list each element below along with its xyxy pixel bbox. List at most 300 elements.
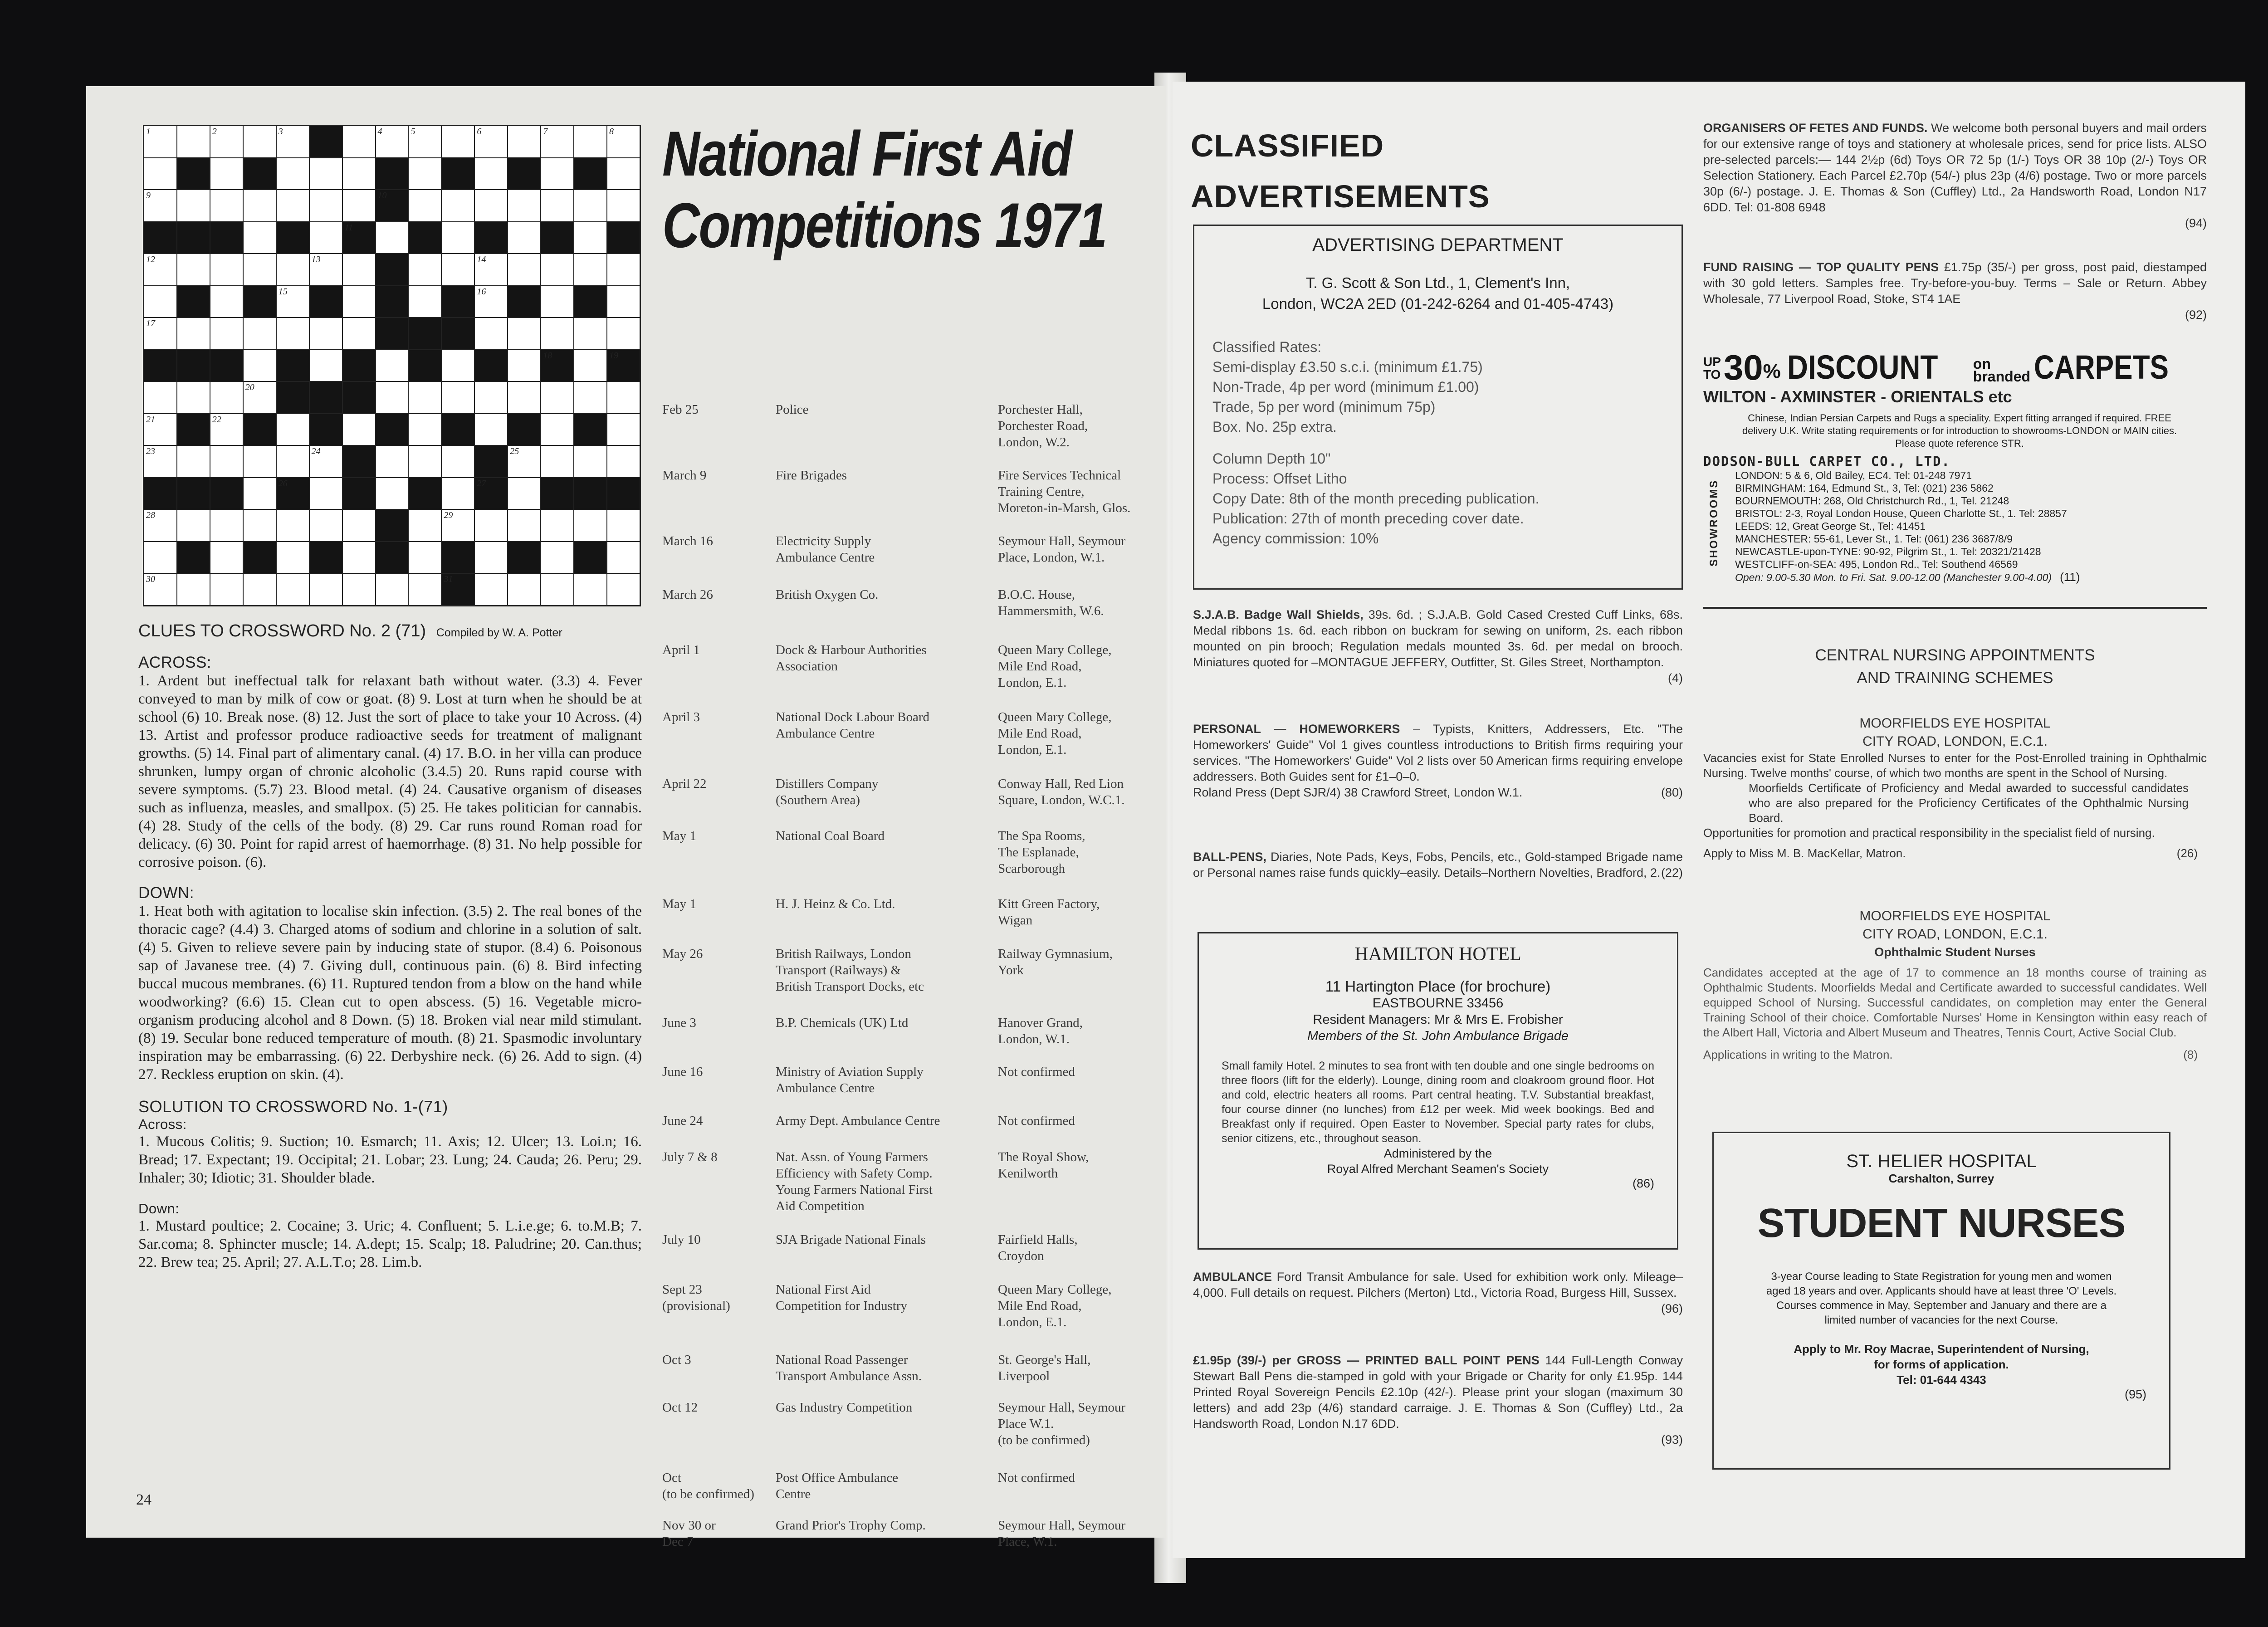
crossword-clue-number: 7 <box>543 127 548 137</box>
event-venue: Queen Mary College, Mile End Road, London, E.1. <box>998 1282 1112 1329</box>
crossword-clue-number: 12 <box>146 254 155 265</box>
crossword-cell <box>541 542 573 573</box>
crossword-clue-number: 29 <box>444 510 453 521</box>
left-page <box>86 86 1166 1549</box>
term-copy-date: Copy Date: 8th of the month preceding publication. <box>1212 490 1540 507</box>
crossword-cell <box>310 574 342 605</box>
event-venue: The Royal Show, Kenilworth <box>998 1150 1089 1181</box>
rate-trade: Trade, 5p per word (minimum 75p) <box>1212 399 1436 415</box>
crossword-cell <box>607 382 640 413</box>
crossword-cell <box>574 222 606 254</box>
ad-carpets <box>1703 349 2207 584</box>
crossword-black-cell <box>144 222 176 254</box>
solution-down: 1. Mustard poultice; 2. Cocaine; 3. Uric; 4. Confluent; 5. L.i.e.ge; 6. to.M.B; 7. Sar.coma; 8. Sphincter muscle; 14. A.dept; 15. Scalp; 18. Paludrine; 20. Can.thus; 22. Brew tea; 25. April; 27. A.L.T.o; 28. Lim.b. <box>138 1218 642 1270</box>
crossword-cell <box>310 446 342 477</box>
crossword-cell <box>409 542 441 573</box>
crossword-cell <box>475 382 507 413</box>
crossword-cell <box>144 446 176 477</box>
crossword-cell <box>574 126 606 157</box>
crossword-cell <box>475 318 507 349</box>
ad-ambulance-headline: AMBULANCE <box>1193 1270 1272 1284</box>
term-agency: Agency commission: 10% <box>1212 530 1379 547</box>
crossword-clue-number: 10 <box>377 191 387 201</box>
crossword-cell <box>409 574 441 605</box>
crossword-cell <box>574 510 606 541</box>
down-heading: DOWN: <box>138 884 195 902</box>
crossword-cell <box>310 350 342 381</box>
event-venue: Fairfield Halls, Croydon <box>998 1232 1078 1263</box>
crossword-cell <box>244 126 276 157</box>
ad-pens-headline: £1.95p (39/-) per GROSS — PRINTED BALL POINT PENS <box>1193 1353 1540 1367</box>
event-venue: Porchester Hall, Porchester Road, London, W.2. <box>998 402 1088 450</box>
crossword-black-cell <box>177 414 210 445</box>
hotel-title: HAMILTON HOTEL <box>1354 944 1521 965</box>
clues-title: CLUES TO CROSSWORD No. 2 (71) <box>138 621 426 640</box>
crossword-black-cell <box>541 350 573 381</box>
ad-pens-body: 144 Full-Length Conway Stewart Ball Pens die-stamped in gold with your Brigade or Charity for only £1.95p. 144 Printed Royal Sovereign Pencils £2.10p (42/-). Please print your slogan (maximum 30 letters) and add 23p (4/6) standard carraige. J. E. Thomas & Son (Cuffley) Ltd., 2a Handsworth Road, London N.17 6DD. <box>1193 1353 1683 1431</box>
crossword-cell <box>343 254 375 285</box>
mf1-ref: (26) <box>2176 846 2198 860</box>
crossword-cell <box>144 510 176 541</box>
crossword-cell <box>409 286 441 318</box>
branch-westcliff: WESTCLIFF-on-SEA: 495, London Rd., Tel: Southend 46569 <box>1735 558 2018 570</box>
crossword-cell <box>574 446 606 477</box>
crossword-black-cell <box>310 286 342 318</box>
event-venue: Fire Services Technical Training Centre, Moreton-in-Marsh, Glos. <box>998 468 1131 515</box>
mf2-title: MOORFIELDS EYE HOSPITAL <box>1859 909 2051 923</box>
crossword-black-cell <box>409 478 441 509</box>
crossword-cell <box>210 510 243 541</box>
crossword-cell <box>210 158 243 190</box>
crossword-cell <box>144 542 176 573</box>
crossword-cell <box>376 446 408 477</box>
crossword-cell <box>442 222 474 254</box>
crossword-cell <box>607 254 640 285</box>
event-date: April 3 <box>662 710 700 724</box>
crossword-black-cell <box>574 414 606 445</box>
event-venue: Seymour Hall, Seymour Place, London, W.1. <box>998 534 1126 565</box>
crossword-cell <box>574 318 606 349</box>
adv-dept-address-2: London, WC2A 2ED (01-242-6264 and 01-405-4743) <box>1262 295 1614 312</box>
sh-student-nurses: STUDENT NURSES <box>1757 1201 2126 1246</box>
carpet-types: WILTON - AXMINSTER - ORIENTALS etc <box>1703 387 2012 406</box>
column-divider <box>1703 607 2207 609</box>
event-venue: Queen Mary College, Mile End Road, London, E.1. <box>998 710 1112 757</box>
solution-across: 1. Mucous Colitis; 9. Suction; 10. Esmarch; 11. Axis; 12. Ulcer; 13. Loi.n; 16. Bread; 17. Expectant; 19. Occipital; 21. Lobar; 23. Lung; 24. Cauda; 26. Peru; 29. Inhaler; 30; Idiotic; 31. Shoulder blade. <box>138 1134 642 1186</box>
crossword-clue-number: 30 <box>146 574 155 585</box>
crossword-black-cell <box>574 286 606 318</box>
crossword-cell <box>607 286 640 318</box>
crossword-cell <box>376 222 408 254</box>
mf1-title: MOORFIELDS EYE HOSPITAL <box>1859 716 2051 731</box>
crossword-cell <box>343 126 375 157</box>
ad-sja-body: 39s. 6d. ; S.J.A.B. Gold Cased Crested Cuff Links, 68s. Medal ribbons 1s. 6d. each ribbon on buckram for sewing on uniform, 2s. each ribbon mounted on pin brooch; Regulation medals mounted 3s. 6d. per medal on brooch. Miniatures quoted for –MONTAGUE JEFFERY, Outfitter, St. Giles Street, Northampton. <box>1193 608 1683 669</box>
crossword-cell <box>343 190 375 221</box>
event-venue: Queen Mary College, Mile End Road, London, E.1. <box>998 643 1112 690</box>
ad-fund-headline: FUND RAISING — TOP QUALITY PENS <box>1703 260 1939 274</box>
ad-fund-ref: (92) <box>2185 308 2207 322</box>
st-helier-box <box>1712 1132 2170 1470</box>
event-date: May 1 <box>662 829 696 843</box>
event-organisation: National Coal Board <box>776 829 885 843</box>
events-title-line-1: National First Aid <box>662 118 1071 189</box>
crossword-black-cell <box>343 350 375 381</box>
crossword-cell <box>442 190 474 221</box>
crossword-black-cell <box>177 286 210 318</box>
event-organisation: Fire Brigades <box>776 468 847 483</box>
crossword-black-cell <box>442 574 474 605</box>
crossword-black-cell <box>442 158 474 190</box>
crossword-cell <box>177 126 210 157</box>
crossword-black-cell <box>541 222 573 254</box>
event-venue: The Spa Rooms, The Esplanade, Scarborough <box>998 829 1085 876</box>
crossword-cell <box>541 382 573 413</box>
hotel-administered: Administered by the <box>1383 1147 1492 1160</box>
adv-dept-heading: ADVERTISING DEPARTMENT <box>1312 235 1564 255</box>
crossword-black-cell <box>144 350 176 381</box>
crossword-clue-number: 20 <box>245 382 254 393</box>
crossword-cell <box>144 414 176 445</box>
crossword-black-cell <box>343 446 375 477</box>
crossword-black-cell <box>376 286 408 318</box>
branch-newcastle: NEWCASTLE-upon-TYNE: 90-92, Pilgrim St., 1. Tel: 20321/21428 <box>1735 546 2041 557</box>
crossword-cell <box>310 222 342 254</box>
crossword-cell <box>177 574 210 605</box>
carpet-on: on <box>1973 356 1991 372</box>
crossword-cell <box>376 574 408 605</box>
right-page <box>1173 82 2245 1558</box>
crossword-cell <box>343 318 375 349</box>
crossword-black-cell <box>442 414 474 445</box>
crossword-black-cell <box>376 190 408 221</box>
crossword-clue-number: 23 <box>146 446 155 457</box>
crossword-cell <box>541 510 573 541</box>
crossword-cell <box>244 478 276 509</box>
crossword-clue-number: 4 <box>377 127 382 137</box>
crossword-cell <box>442 382 474 413</box>
crossword-clue-number: 19 <box>609 350 619 361</box>
crossword-cell <box>244 190 276 221</box>
carpet-30: 30 <box>1723 347 1763 387</box>
crossword-clue-number: 5 <box>411 127 415 137</box>
crossword-cell <box>409 382 441 413</box>
crossword-black-cell <box>409 350 441 381</box>
crossword-cell <box>210 382 243 413</box>
event-date: March 16 <box>662 534 713 548</box>
crossword-cell <box>210 286 243 318</box>
crossword-black-cell <box>177 350 210 381</box>
crossword-clue-number: 1 <box>146 127 151 137</box>
crossword-cell <box>310 510 342 541</box>
crossword-cell <box>607 510 640 541</box>
crossword-black-cell <box>442 542 474 573</box>
crossword-cell <box>343 158 375 190</box>
crossword-clue-number: 17 <box>146 318 155 329</box>
nursing-heading-2: AND TRAINING SCHEMES <box>1857 669 2053 687</box>
crossword-clue-number: 16 <box>477 286 486 297</box>
event-organisation: Post Office Ambulance Centre <box>776 1471 899 1501</box>
hotel-members: Members of the St. John Ambulance Brigade <box>1307 1029 1569 1043</box>
crossword-cell <box>508 350 540 381</box>
crossword-cell <box>574 254 606 285</box>
crossword-cell <box>277 126 309 157</box>
event-organisation: National First Aid Competition for Industry <box>776 1282 907 1313</box>
crossword-cell <box>244 222 276 254</box>
crossword-cell <box>376 478 408 509</box>
crossword-cell <box>475 542 507 573</box>
crossword-black-cell <box>376 318 408 349</box>
crossword-cell <box>607 414 640 445</box>
crossword-clue-number: 8 <box>609 127 614 137</box>
crossword-cell <box>144 126 176 157</box>
crossword-cell <box>442 254 474 285</box>
crossword-cell <box>244 574 276 605</box>
crossword-cell <box>541 318 573 349</box>
hotel-town: EASTBOURNE 33456 <box>1372 996 1504 1011</box>
ad-ambulance <box>1193 1269 1683 1317</box>
rates-list <box>1212 337 1663 548</box>
crossword-cell <box>574 190 606 221</box>
event-organisation: Grand Prior's Trophy Comp. <box>776 1518 926 1533</box>
event-date: July 10 <box>662 1232 701 1247</box>
branch-birmingham: BIRMINGHAM: 164, Edmund St., 3, Tel: (021) 236 5862 <box>1735 482 1994 494</box>
solution-across-heading: Across: <box>138 1116 187 1132</box>
mf2-address: CITY ROAD, LONDON, E.C.1. <box>1862 927 2048 942</box>
event-date: Oct 3 <box>662 1353 691 1367</box>
adv-dept-address-1: T. G. Scott & Son Ltd., 1, Clement's Inn, <box>1305 274 1570 291</box>
crossword-cell <box>442 350 474 381</box>
crossword-cell <box>177 254 210 285</box>
crossword-black-cell <box>343 478 375 509</box>
crossword-cell <box>376 126 408 157</box>
clues-section <box>138 621 642 1271</box>
branch-london: LONDON: 5 & 6, Old Bailey, EC4. Tel: 01-248 7971 <box>1735 469 1972 481</box>
crossword-cell <box>409 446 441 477</box>
crossword-black-cell <box>475 222 507 254</box>
crossword-clue-number: 11 <box>344 222 353 233</box>
sh-location: Carshalton, Surrey <box>1888 1172 1994 1185</box>
crossword-cell <box>508 382 540 413</box>
ad-printed-pens <box>1193 1353 1683 1448</box>
crossword-black-cell <box>508 286 540 318</box>
crossword-black-cell <box>376 254 408 285</box>
crossword-cell <box>277 542 309 573</box>
hotel-ref: (86) <box>1632 1177 1654 1190</box>
crossword-black-cell <box>210 350 243 381</box>
event-date: Oct 12 <box>662 1400 698 1415</box>
crossword-cell <box>409 158 441 190</box>
crossword-cell <box>277 190 309 221</box>
crossword-cell <box>376 382 408 413</box>
crossword-cell <box>508 446 540 477</box>
crossword-cell <box>277 414 309 445</box>
crossword-clue-number: 26 <box>278 478 288 489</box>
ad-ballpens-headline: BALL-PENS, <box>1193 850 1266 864</box>
crossword-cell <box>310 478 342 509</box>
hotel-society: Royal Alfred Merchant Seamen's Society <box>1327 1162 1549 1176</box>
ad-fund-raising <box>1703 259 2207 323</box>
crossword-cell <box>144 254 176 285</box>
crossword-clue-number: 22 <box>212 414 221 425</box>
crossword-clue-number: 9 <box>146 191 151 201</box>
across-heading: ACROSS: <box>138 654 212 671</box>
event-organisation: B.P. Chemicals (UK) Ltd <box>776 1016 909 1030</box>
crossword-black-cell <box>277 350 309 381</box>
crossword-black-cell <box>442 318 474 349</box>
carpet-percent: % <box>1763 360 1781 382</box>
crossword-cell <box>607 574 640 605</box>
ad-fetes-body: We welcome both personal buyers and mail orders for our extensive range of toys and stationery at wholesale prices, send for price lists. ALSO pre-selected parcels:— 144 2½p (6d) Toys OR 72 5p (1/-) Toys OR 38 10p (2/-) Toys OR Selection Stationery. Each Parcel £2.70p (54/-) plus 23p (4/6) postage. Two or more parcels 30p (6/-) postage. J. E. Thomas & Son (Cuffley) Ltd., 2a Handsworth Road, London N17 6DD. Tel: 01-808 6948 <box>1703 121 2207 214</box>
event-organisation: British Oxygen Co. <box>776 587 879 602</box>
crossword-cell <box>607 190 640 221</box>
crossword-clue-number: 3 <box>278 127 283 137</box>
carpet-branches <box>1703 469 2207 584</box>
crossword-cell <box>144 158 176 190</box>
crossword-black-cell <box>343 222 375 254</box>
crossword-cell <box>475 414 507 445</box>
event-organisation: H. J. Heinz & Co. Ltd. <box>776 897 895 911</box>
event-date: June 24 <box>662 1114 703 1128</box>
event-venue: St. George's Hall, Liverpool <box>998 1353 1091 1383</box>
crossword-cell <box>475 254 507 285</box>
event-organisation: Ministry of Aviation Supply Ambulance Centre <box>776 1065 924 1095</box>
crossword-black-cell <box>508 414 540 445</box>
sh-title: ST. HELIER HOSPITAL <box>1846 1151 2037 1171</box>
crossword-cell <box>475 126 507 157</box>
crossword-black-cell <box>177 478 210 509</box>
sh-ref: (95) <box>2124 1388 2146 1401</box>
classified-title-1: CLASSIFIED <box>1191 128 1384 163</box>
ad-personal-body: – Typists, Knitters, Addressers, Etc. "The Homeworkers' Guide" Vol 1 gives countless introductions to British firms requiring your services. "The Homeworkers' Guide" Vol 2 lists over 50 American firms requiring envelope addressers. Both Guides sent for £1–0–0. <box>1193 722 1683 783</box>
sh-apply-1: Apply to Mr. Roy Macrae, Superintendent of Nursing, <box>1794 1342 2089 1356</box>
crossword-black-cell <box>376 414 408 445</box>
event-organisation: Nat. Assn. of Young Farmers Efficiency with Safety Comp. Young Farmers National First Aid Competition <box>776 1150 933 1213</box>
crossword-cell <box>210 542 243 573</box>
crossword-cell <box>310 190 342 221</box>
crossword-cell <box>574 382 606 413</box>
crossword-cell <box>210 318 243 349</box>
term-publication: Publication: 27th of month preceding cover date. <box>1212 510 1524 527</box>
carpet-to: TO <box>1703 367 1721 381</box>
ad-moorfields-1 <box>1703 714 2207 861</box>
crossword-cell <box>277 286 309 318</box>
carpet-company: DODSON-BULL CARPET CO., LTD. <box>1703 454 1950 469</box>
crossword-black-cell <box>177 222 210 254</box>
branch-bournemouth: BOURNEMOUTH: 268, Old Christchurch Rd., 1, Tel. 21248 <box>1735 495 2009 507</box>
crossword-clue-number: 28 <box>146 510 155 521</box>
solution-down-heading: Down: <box>138 1201 180 1217</box>
crossword-cell <box>508 574 540 605</box>
sh-body: 3-year Course leading to State Registration for young men and women aged 18 years and over. Applicants should have at least three 'O' Levels. Courses commence in May, September and January and there are a limited number of vacancies for the next Course. <box>1766 1270 2117 1326</box>
crossword-black-cell <box>177 158 210 190</box>
solution-title: SOLUTION TO CROSSWORD No. 1-(71) <box>138 1097 448 1116</box>
crossword-cell <box>409 510 441 541</box>
page-number: 24 <box>136 1491 152 1508</box>
crossword-cell <box>541 574 573 605</box>
carpet-carpets: CARPETS <box>2034 348 2169 386</box>
event-venue: B.O.C. House, Hammersmith, W.6. <box>998 587 1104 618</box>
crossword-cell <box>541 414 573 445</box>
crossword-cell <box>574 574 606 605</box>
mf2-ref: (8) <box>2183 1048 2198 1061</box>
event-venue: Not confirmed <box>998 1114 1075 1128</box>
crossword-cell <box>210 414 243 445</box>
crossword-cell <box>277 446 309 477</box>
ad-fund-body: £1.75p (35/-) per gross, post paid, diestamped with 30 gold letters. Samples free. Try-before-you-buy. Terms – Sale or Return. Abbey Wholesale, 77 Liverpool Road, Stoke, ST4 1AE <box>1703 260 2207 306</box>
showrooms-label: SHOWROOMS <box>1708 479 1720 567</box>
crossword-black-cell <box>244 414 276 445</box>
crossword-cell <box>508 510 540 541</box>
crossword-cell <box>442 446 474 477</box>
crossword-cell <box>442 510 474 541</box>
crossword-black-cell <box>475 478 507 509</box>
crossword-black-cell <box>607 222 640 254</box>
crossword-cell <box>541 254 573 285</box>
crossword-cell <box>144 190 176 221</box>
hotel-managers: Resident Managers: Mr & Mrs E. Frobisher <box>1313 1012 1563 1027</box>
crossword-cell <box>244 510 276 541</box>
ad-pens-ref: (93) <box>1661 1433 1683 1446</box>
crossword-cell <box>409 190 441 221</box>
event-organisation: Dock & Harbour Authorities Association <box>776 643 927 674</box>
crossword-cell <box>541 158 573 190</box>
crossword-black-cell <box>409 222 441 254</box>
event-organisation: Police <box>776 402 809 417</box>
crossword-cell <box>409 126 441 157</box>
clues-compiler: Compiled by W. A. Potter <box>436 626 562 639</box>
event-date: Nov 30 or Dec 7 <box>662 1518 716 1549</box>
event-date: Sept 23 (provisional) <box>662 1282 730 1313</box>
events-title-line-2: Competitions 1971 <box>662 190 1106 261</box>
crossword-cell <box>144 318 176 349</box>
term-process: Process: Offset Litho <box>1212 470 1347 487</box>
crossword-cell <box>376 350 408 381</box>
crossword-black-cell <box>277 382 309 413</box>
crossword-cell <box>244 446 276 477</box>
crossword-cell <box>607 318 640 349</box>
crossword-cell <box>244 350 276 381</box>
crossword-black-cell <box>310 414 342 445</box>
event-organisation: National Road Passenger Transport Ambulance Assn. <box>776 1353 922 1383</box>
crossword-cell <box>310 318 342 349</box>
crossword-cell <box>210 254 243 285</box>
mf1-para-3: Opportunities for promotion and practical responsibility in the specialist field of nursing. <box>1703 826 2155 840</box>
event-date: April 22 <box>662 777 707 791</box>
event-date: Feb 25 <box>662 402 699 417</box>
ad-personal <box>1193 721 1683 801</box>
carpet-opening-hours: Open: 9.00-5.30 Mon. to Fri. Sat. 9.00-12.00 (Manchester 9.00-4.00) <box>1735 572 2052 583</box>
crossword-clue-number: 21 <box>146 414 155 425</box>
crossword-cell <box>277 158 309 190</box>
crossword-cell <box>210 126 243 157</box>
event-date: May 26 <box>662 947 703 961</box>
event-organisation: Gas Industry Competition <box>776 1400 913 1415</box>
event-venue: Railway Gymnasium, York <box>998 947 1113 977</box>
ad-ballpens-body: Diaries, Note Pads, Keys, Fobs, Pencils, etc., Gold-stamped Brigade name or Personal names raise funds quickly–easily. Details–Northern Novelties, Bradford, 2. <box>1193 850 1683 879</box>
rate-non-trade: Non-Trade, 4p per word (minimum £1.00) <box>1212 379 1479 395</box>
crossword-cell <box>607 542 640 573</box>
event-date: June 3 <box>662 1016 696 1030</box>
crossword-black-cell <box>177 542 210 573</box>
crossword-cell <box>277 254 309 285</box>
event-organisation: British Railways, London Transport (Railways) & British Transport Docks, etc <box>776 947 924 994</box>
ad-fetes-headline: ORGANISERS OF FETES AND FUNDS. <box>1703 121 1928 135</box>
crossword-cell <box>277 318 309 349</box>
crossword-cell <box>475 158 507 190</box>
mf2-subtitle: Ophthalmic Student Nurses <box>1874 945 2036 959</box>
event-organisation: Distillers Company (Southern Area) <box>776 777 879 807</box>
crossword-clue-number: 2 <box>212 127 217 137</box>
